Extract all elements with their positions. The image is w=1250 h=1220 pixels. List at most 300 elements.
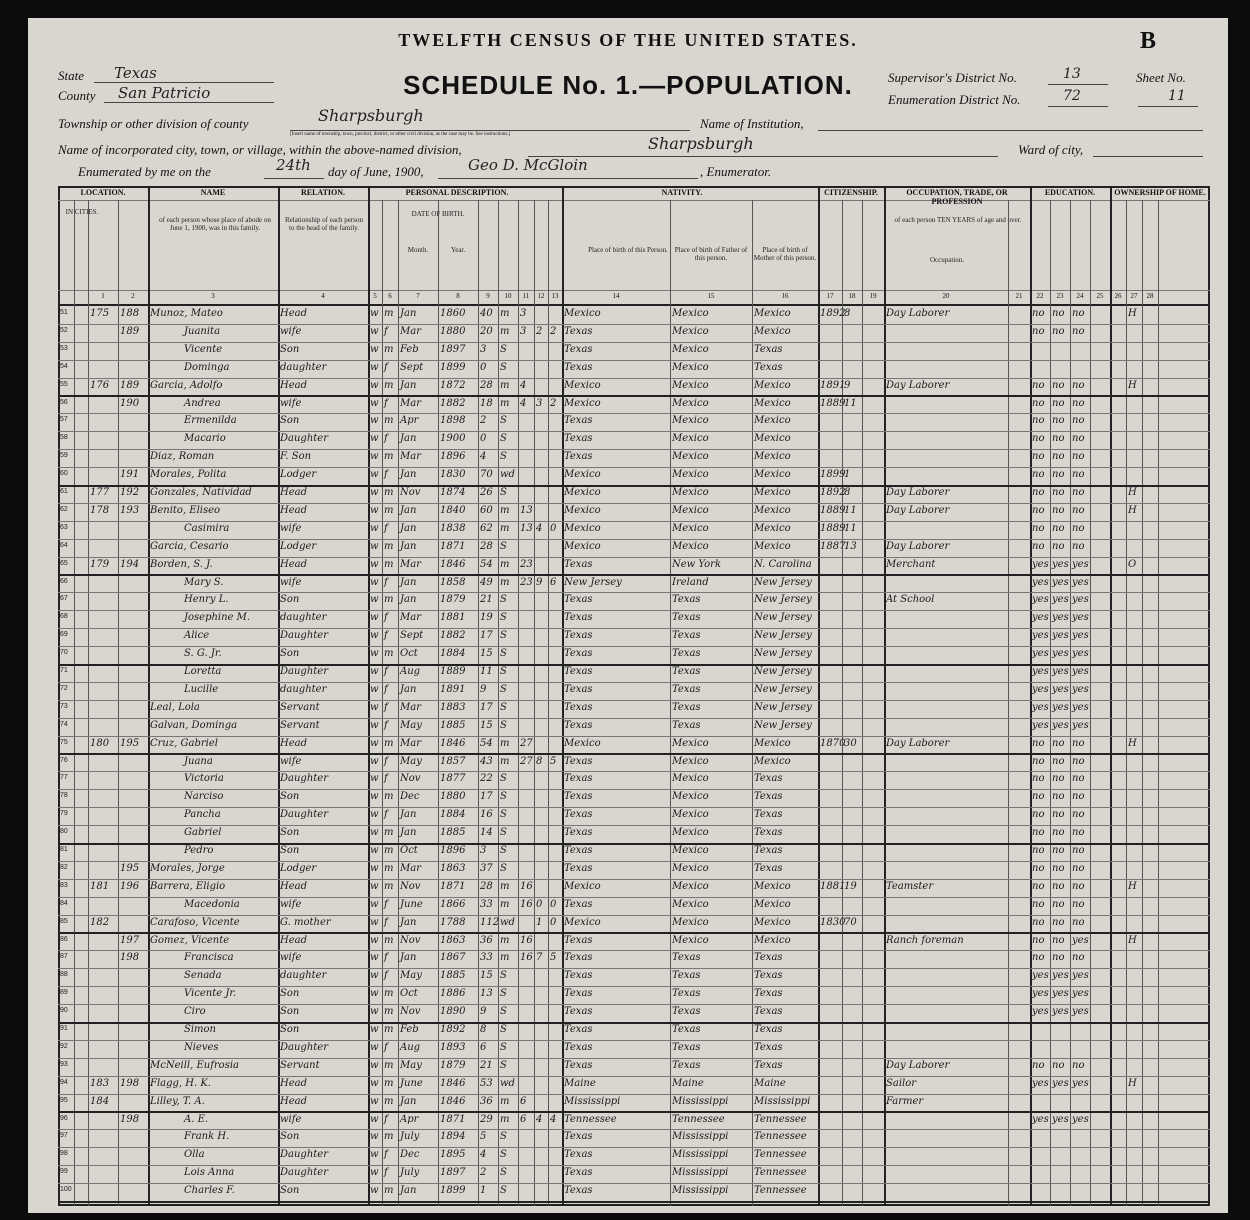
cell-sex: f bbox=[384, 1167, 388, 1179]
cell-e: yes bbox=[1072, 630, 1089, 642]
table-row bbox=[58, 718, 1210, 734]
cell-sex: m bbox=[384, 648, 394, 660]
cell-bp: Mexico bbox=[564, 737, 601, 749]
cell-rel: Daughter bbox=[280, 773, 328, 785]
cell-occ: Day Laborer bbox=[886, 540, 950, 552]
cell-rel: Head bbox=[280, 1095, 308, 1107]
cell-rel: daughter bbox=[280, 970, 327, 982]
cell-bm: Texas bbox=[754, 988, 783, 1000]
cell-bm: Texas bbox=[754, 809, 783, 821]
cell-bp: Texas bbox=[564, 791, 593, 803]
cell-sex: f bbox=[384, 683, 388, 695]
cell-bf: Texas bbox=[672, 988, 701, 1000]
sheet-number-value: 11 bbox=[1168, 88, 1186, 104]
cell-rel: Daughter bbox=[280, 1167, 328, 1179]
cell-mo: Nov bbox=[400, 880, 421, 892]
row-number: 71 bbox=[60, 667, 68, 674]
row-number: 54 bbox=[60, 362, 68, 370]
cell-bf: Mexico bbox=[672, 862, 709, 874]
cell-mo: Mar bbox=[400, 862, 421, 874]
cell-yr: 1874 bbox=[440, 487, 466, 498]
cell-mar: wd bbox=[500, 1077, 515, 1089]
cell-r: no bbox=[1032, 827, 1045, 839]
cell-age: 3 bbox=[480, 343, 487, 355]
cell-bm: Texas bbox=[754, 827, 783, 839]
cell-col: w bbox=[370, 487, 379, 498]
cell-w: no bbox=[1052, 862, 1065, 874]
cell-e: yes bbox=[1072, 1077, 1089, 1089]
cell-fam: 193 bbox=[120, 504, 140, 516]
township-label: Township or other division of county bbox=[58, 116, 249, 131]
cell-rel: Son bbox=[280, 1024, 300, 1035]
cell-mar: m bbox=[500, 325, 510, 337]
cell-col: w bbox=[370, 862, 379, 874]
cell-imm: 1881 bbox=[820, 880, 846, 892]
cell-col: w bbox=[370, 325, 379, 337]
cell-mar: S bbox=[500, 433, 507, 445]
cell-own: O bbox=[1128, 558, 1137, 570]
cell-bm: Mexico bbox=[754, 504, 791, 516]
cell-ch: 9 bbox=[536, 576, 543, 588]
cell-r: no bbox=[1032, 325, 1045, 337]
cell-bf: Mexico bbox=[672, 540, 709, 552]
cell-bm: Mexico bbox=[754, 880, 791, 892]
cell-age: 17 bbox=[480, 701, 493, 713]
cell-mo: July bbox=[400, 1167, 420, 1179]
row-number: 79 bbox=[60, 810, 68, 818]
cell-w: no bbox=[1052, 791, 1065, 803]
cell-sex: f bbox=[384, 325, 388, 337]
table-row bbox=[58, 1165, 1210, 1181]
cell-bf: Mexico bbox=[672, 773, 709, 785]
cell-bp: Mexico bbox=[564, 379, 601, 391]
column-number: 5 bbox=[373, 292, 377, 300]
group-occupation: OCCUPATION, TRADE, OR PROFESSION bbox=[906, 188, 1008, 206]
cell-col: w bbox=[370, 379, 379, 391]
cell-rel: Head bbox=[280, 308, 308, 319]
cell-bp: Texas bbox=[564, 594, 593, 606]
cell-ch: 1 bbox=[536, 916, 543, 928]
cell-bm: Mississippi bbox=[754, 1095, 811, 1107]
cell-age: 4 bbox=[480, 1149, 487, 1161]
cell-name: Francisca bbox=[184, 952, 234, 964]
cell-bf: Mexico bbox=[672, 522, 709, 534]
cell-bm: Texas bbox=[754, 343, 783, 355]
cell-name: Carafoso, Vicente bbox=[150, 916, 240, 928]
cell-fam: 189 bbox=[120, 379, 140, 391]
cell-sex: f bbox=[384, 612, 388, 624]
cell-bm: Texas bbox=[754, 952, 783, 964]
cell-yr: 1872 bbox=[440, 379, 466, 391]
cell-sex: m bbox=[384, 737, 394, 749]
cell-bf: Mexico bbox=[672, 504, 709, 516]
cell-rel: Son bbox=[280, 648, 300, 660]
cell-mo: Oct bbox=[400, 988, 418, 1000]
cell-age: 14 bbox=[480, 827, 493, 839]
cell-sex: f bbox=[384, 361, 388, 373]
cell-occ: At School bbox=[886, 594, 935, 606]
cell-fam: 198 bbox=[120, 1113, 140, 1125]
cell-w: yes bbox=[1052, 630, 1069, 642]
cell-mo: Mar bbox=[400, 325, 421, 337]
cell-bf: Texas bbox=[672, 1041, 701, 1053]
county-value: San Patricio bbox=[118, 84, 211, 102]
cell-yr: 1863 bbox=[440, 862, 466, 874]
cell-name: Cruz, Gabriel bbox=[150, 737, 218, 749]
cell-r: yes bbox=[1032, 683, 1049, 695]
cell-name: Morales, Jorge bbox=[150, 862, 225, 874]
cell-bp: Texas bbox=[564, 988, 593, 1000]
cell-mo: Jan bbox=[400, 540, 417, 552]
cell-mo: Mar bbox=[400, 397, 421, 409]
cell-name: A. E. bbox=[184, 1113, 209, 1125]
cell-occ: Day Laborer bbox=[886, 1059, 950, 1071]
row-number: 66 bbox=[60, 577, 68, 585]
cell-mo: Nov bbox=[400, 934, 421, 946]
cell-bp: Texas bbox=[564, 952, 593, 964]
column-number: 8 bbox=[456, 292, 460, 300]
cell-name: Vicente bbox=[184, 343, 223, 355]
cell-w: no bbox=[1052, 379, 1065, 391]
cell-fam: 197 bbox=[120, 934, 140, 946]
cell-mo: Aug bbox=[400, 666, 421, 677]
cell-mar: S bbox=[500, 827, 507, 839]
cell-occ: Day Laborer bbox=[886, 487, 950, 498]
cell-bm: Texas bbox=[754, 970, 783, 982]
cell-bm: Texas bbox=[754, 791, 783, 803]
row-number: 78 bbox=[60, 792, 68, 800]
cell-yr: 1846 bbox=[440, 1095, 466, 1107]
cell-name: Diaz, Roman bbox=[150, 451, 215, 463]
cell-name: Dominga bbox=[184, 361, 230, 373]
cell-rel: Head bbox=[280, 880, 308, 892]
cell-col: w bbox=[370, 952, 379, 964]
column-number: 26 bbox=[1114, 292, 1122, 300]
cell-col: w bbox=[370, 630, 379, 642]
table-row bbox=[58, 360, 1210, 376]
cell-w: no bbox=[1052, 880, 1065, 892]
cell-e: no bbox=[1072, 952, 1085, 964]
cell-bp: Texas bbox=[564, 648, 593, 660]
column-number: 19 bbox=[869, 292, 877, 300]
row-number: 91 bbox=[60, 1025, 68, 1032]
row-number: 90 bbox=[60, 1007, 68, 1015]
cell-name: Loretta bbox=[184, 666, 222, 677]
cell-yr: 1897 bbox=[440, 343, 466, 355]
cell-w: yes bbox=[1052, 1077, 1069, 1089]
cell-yr: 1893 bbox=[440, 1041, 466, 1053]
cell-mo: Mar bbox=[400, 612, 421, 624]
column-number: 27 bbox=[1130, 292, 1138, 300]
group-personal: PERSONAL DESCRIPTION. bbox=[405, 188, 509, 197]
table-row bbox=[58, 807, 1210, 823]
cell-mar: S bbox=[500, 1024, 507, 1035]
cell-yr: 1858 bbox=[440, 576, 466, 588]
cell-w: no bbox=[1052, 487, 1065, 498]
table-row bbox=[58, 754, 1210, 770]
cell-mar: S bbox=[500, 970, 507, 982]
cell-bm: New Jersey bbox=[754, 719, 812, 731]
cell-rel: Son bbox=[280, 988, 300, 1000]
row-number: 99 bbox=[60, 1168, 68, 1176]
cell-name: Pancha bbox=[184, 809, 221, 821]
table-row bbox=[58, 413, 1210, 429]
cell-rel: Head bbox=[280, 1077, 308, 1089]
cell-mo: Nov bbox=[400, 1006, 421, 1018]
cell-mar: S bbox=[500, 343, 507, 355]
cell-name: Benito, Eliseo bbox=[150, 504, 221, 516]
cell-e: no bbox=[1072, 862, 1085, 874]
cell-mo: Feb bbox=[400, 343, 419, 355]
cell-mo: Mar bbox=[400, 701, 421, 713]
cell-w: no bbox=[1052, 898, 1065, 910]
cell-yrs: 6 bbox=[520, 1113, 527, 1125]
cell-name: Munoz, Mateo bbox=[150, 308, 223, 319]
cell-col: w bbox=[370, 1131, 379, 1143]
cell-name: S. G. Jr. bbox=[184, 648, 222, 660]
table-row bbox=[58, 1183, 1210, 1199]
row-number: 77 bbox=[60, 774, 68, 782]
cell-w: yes bbox=[1052, 988, 1069, 1000]
cell-bp: Mexico bbox=[564, 397, 601, 409]
cell-name: Gabriel bbox=[184, 827, 222, 839]
cell-yr: 1885 bbox=[440, 970, 466, 982]
cell-name: Borden, S. J. bbox=[150, 558, 213, 570]
column-number: 28 bbox=[1146, 292, 1154, 300]
cell-fam: 188 bbox=[120, 308, 140, 319]
cell-rel: Son bbox=[280, 594, 300, 606]
cell-age: 33 bbox=[480, 898, 493, 910]
cell-us: 19 bbox=[844, 880, 857, 892]
cell-rel: wife bbox=[280, 397, 302, 409]
row-number: 60 bbox=[60, 470, 68, 478]
cell-bp: Texas bbox=[564, 898, 593, 910]
cell-w: no bbox=[1052, 827, 1065, 839]
cell-dw: 181 bbox=[90, 880, 110, 892]
cell-bp: Mississippi bbox=[564, 1095, 621, 1107]
cell-mar: m bbox=[500, 880, 510, 892]
cell-sex: m bbox=[384, 1131, 394, 1143]
cell-bp: Texas bbox=[564, 683, 593, 695]
cell-w: no bbox=[1052, 451, 1065, 463]
cell-mar: wd bbox=[500, 916, 515, 928]
cell-bm: Mexico bbox=[754, 325, 791, 337]
cell-col: w bbox=[370, 719, 379, 731]
cell-bp: Tennessee bbox=[564, 1113, 617, 1125]
cell-bp: Texas bbox=[564, 701, 593, 713]
table-row bbox=[58, 646, 1210, 662]
cell-bp: Mexico bbox=[564, 916, 601, 928]
cell-w: no bbox=[1052, 934, 1065, 946]
cell-mar: S bbox=[500, 719, 507, 731]
cell-r: no bbox=[1032, 773, 1045, 785]
column-number: 6 bbox=[388, 292, 392, 300]
table-row bbox=[58, 771, 1210, 787]
cell-rel: Son bbox=[280, 845, 300, 856]
cell-name: Vicente Jr. bbox=[184, 988, 237, 1000]
cell-bp: Texas bbox=[564, 773, 593, 785]
cell-bm: Mexico bbox=[754, 898, 791, 910]
row-number: 59 bbox=[60, 452, 68, 460]
cell-name: Leal, Lola bbox=[150, 701, 200, 713]
cell-col: w bbox=[370, 1059, 379, 1071]
cell-yrs: 6 bbox=[520, 1095, 527, 1107]
column-number: 1 bbox=[101, 292, 105, 300]
cell-sex: m bbox=[384, 880, 394, 892]
cell-liv: 2 bbox=[550, 397, 557, 409]
cell-sex: f bbox=[384, 433, 388, 445]
cell-imm: 1887 bbox=[820, 540, 846, 552]
cell-yr: 1881 bbox=[440, 612, 466, 624]
cell-col: w bbox=[370, 504, 379, 516]
township-value: Sharpsburgh bbox=[318, 106, 424, 125]
cell-w: no bbox=[1052, 469, 1065, 481]
cell-sex: f bbox=[384, 469, 388, 481]
cell-col: w bbox=[370, 558, 379, 570]
subhead-occupation: Occupation. bbox=[929, 256, 964, 264]
table-row bbox=[58, 968, 1210, 984]
cell-w: yes bbox=[1052, 719, 1069, 731]
cell-rel: Daughter bbox=[280, 666, 328, 677]
cell-r: no bbox=[1032, 952, 1045, 964]
cell-bf: New York bbox=[672, 558, 721, 570]
supervisor-district-label: Supervisor's District No. bbox=[888, 70, 1017, 85]
cell-mo: May bbox=[400, 970, 422, 982]
cell-mar: S bbox=[500, 451, 507, 463]
cell-name: Morales, Polita bbox=[150, 469, 227, 481]
cell-mar: S bbox=[500, 540, 507, 552]
cell-yrs: 16 bbox=[520, 880, 533, 892]
column-number: 24 bbox=[1076, 292, 1084, 300]
cell-yr: 1899 bbox=[440, 361, 466, 373]
cell-bm: New Jersey bbox=[754, 630, 812, 642]
cell-mo: Oct bbox=[400, 648, 418, 660]
cell-e: yes bbox=[1072, 719, 1089, 731]
cell-mo: May bbox=[400, 755, 422, 767]
cell-yrs: 27 bbox=[520, 755, 533, 767]
cell-mar: S bbox=[500, 1185, 507, 1197]
cell-mo: Jan bbox=[400, 1185, 417, 1197]
cell-e: no bbox=[1072, 308, 1085, 319]
cell-mo: Jan bbox=[400, 1095, 417, 1107]
cell-us: 70 bbox=[844, 916, 857, 928]
cell-w: no bbox=[1052, 1059, 1065, 1071]
row-number: 55 bbox=[60, 380, 68, 388]
row-number: 62 bbox=[60, 505, 68, 513]
cell-occ: Farmer bbox=[886, 1095, 924, 1107]
cell-bp: Texas bbox=[564, 1185, 593, 1197]
cell-bf: Mississippi bbox=[672, 1095, 729, 1107]
cell-liv: 2 bbox=[550, 325, 557, 337]
cell-e: yes bbox=[1072, 594, 1089, 606]
cell-r: no bbox=[1032, 862, 1045, 874]
cell-name: Garcia, Cesario bbox=[150, 540, 229, 552]
cell-age: 21 bbox=[480, 1059, 493, 1071]
cell-r: no bbox=[1032, 737, 1045, 749]
group-name: NAME bbox=[200, 188, 226, 197]
county-label: County bbox=[58, 88, 96, 103]
column-number: 25 bbox=[1096, 292, 1104, 300]
cell-name: Juanita bbox=[184, 325, 221, 337]
cell-yr: 1871 bbox=[440, 1113, 466, 1125]
cell-e: yes bbox=[1072, 988, 1089, 1000]
cell-age: 17 bbox=[480, 630, 493, 642]
cell-sex: m bbox=[384, 343, 394, 355]
cell-sex: f bbox=[384, 773, 388, 785]
table-row bbox=[58, 378, 1210, 394]
cell-rel: Son bbox=[280, 1006, 300, 1018]
cell-age: 26 bbox=[480, 487, 493, 498]
cell-yrs: 13 bbox=[520, 522, 533, 534]
cell-sex: m bbox=[384, 1059, 394, 1071]
cell-ch: 7 bbox=[536, 952, 543, 964]
cell-liv: 5 bbox=[550, 952, 557, 964]
cell-yr: 1897 bbox=[440, 1167, 466, 1179]
row-number: 75 bbox=[60, 738, 68, 746]
cell-mo: Sept bbox=[400, 361, 424, 373]
cell-mo: May bbox=[400, 719, 422, 731]
column-number: 12 bbox=[537, 292, 545, 300]
cell-bf: Texas bbox=[672, 666, 701, 677]
cell-dw: 177 bbox=[90, 487, 110, 498]
cell-r: yes bbox=[1032, 594, 1049, 606]
cell-bf: Mexico bbox=[672, 308, 709, 319]
cell-imm: 1892 bbox=[820, 308, 846, 319]
cell-yrs: 16 bbox=[520, 952, 533, 964]
row-number: 57 bbox=[60, 416, 68, 424]
cell-imm: 1830 bbox=[820, 916, 846, 928]
cell-bm: Texas bbox=[754, 361, 783, 373]
cell-bp: Texas bbox=[564, 809, 593, 821]
cell-rel: Son bbox=[280, 1185, 300, 1197]
cell-e: no bbox=[1072, 827, 1085, 839]
cell-bm: Texas bbox=[754, 1006, 783, 1018]
cell-r: yes bbox=[1032, 701, 1049, 713]
column-number: 15 bbox=[707, 292, 715, 300]
group-nativity: NATIVITY. bbox=[661, 188, 703, 197]
cell-bp: New Jersey bbox=[564, 576, 622, 588]
cell-e: no bbox=[1072, 540, 1085, 552]
cell-w: no bbox=[1052, 397, 1065, 409]
cell-fam: 189 bbox=[120, 325, 140, 337]
cell-mar: S bbox=[500, 648, 507, 660]
cell-fam: 196 bbox=[120, 880, 140, 892]
cell-rel: Head bbox=[280, 558, 308, 570]
cell-col: w bbox=[370, 1041, 379, 1053]
cell-mar: S bbox=[500, 594, 507, 606]
cell-age: 70 bbox=[480, 469, 493, 481]
cell-yrs: 4 bbox=[520, 379, 527, 391]
cell-bp: Texas bbox=[564, 630, 593, 642]
cell-yr: 1846 bbox=[440, 737, 466, 749]
cell-e: no bbox=[1072, 469, 1085, 481]
cell-r: yes bbox=[1032, 1113, 1049, 1125]
institution-label: Name of Institution, bbox=[700, 116, 804, 131]
cell-sex: f bbox=[384, 755, 388, 767]
cell-mo: Dec bbox=[400, 791, 420, 803]
cell-age: 15 bbox=[480, 970, 493, 982]
cell-fam: 191 bbox=[120, 469, 140, 481]
table-row bbox=[58, 467, 1210, 483]
cell-r: no bbox=[1032, 898, 1045, 910]
cell-col: w bbox=[370, 1024, 379, 1035]
table-row bbox=[58, 879, 1210, 895]
cell-r: no bbox=[1032, 934, 1045, 946]
cell-liv: 0 bbox=[550, 522, 557, 534]
cell-age: 11 bbox=[480, 666, 493, 677]
cell-mar: S bbox=[500, 773, 507, 785]
column-number: 21 bbox=[1015, 292, 1023, 300]
